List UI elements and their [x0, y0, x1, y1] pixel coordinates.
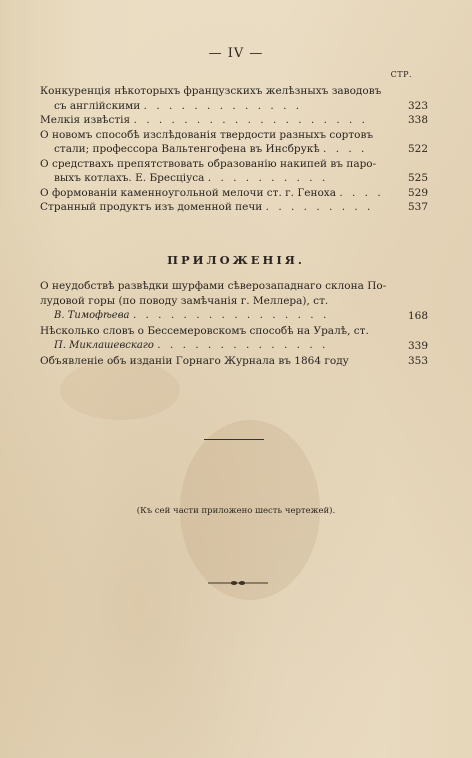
section-title: ПРИЛОЖЕНІЯ. [167, 253, 305, 267]
toc-entry: Нѣсколько словъ о Бессемеровскомъ способѣ на Уралѣ, ст. П. Миклашевскаго . . . . . . . . . . . . . . 339 [40, 324, 428, 352]
author-name: П. Миклашевскаго [54, 340, 154, 351]
leader-dots: . . . . . . . . . [265, 201, 374, 213]
author-name: В. Тимофѣева [54, 310, 130, 321]
leader-dots: . . . . . . . . . . [207, 172, 329, 184]
page-column-label: СТР. [390, 70, 412, 79]
page-header: — IV — [208, 46, 264, 61]
leader-dots: . . . . . . . . . . . . . [143, 99, 303, 112]
leader-dots: . . . . [323, 143, 368, 155]
divider-rule [204, 439, 264, 440]
toc-entry: О формованіи каменноугольной мелочи ст. г. Геноха . . . . 529 [40, 186, 428, 199]
page-number: 339 [407, 340, 428, 352]
leader-dots: . . . . . . . . . . . . . . . . [132, 309, 330, 321]
appendix-list [40, 279, 428, 368]
page-number: 353 [407, 354, 428, 367]
ornament-divider-icon [206, 578, 270, 588]
toc-entry: О неудобствѣ развѣдки шурфами сѣверозападнаго склона По- лудовой горы (по поводу замѣчанія г. Меллера), ст. В. Тимофѣева . . . . . . . . . . . . . . . . 168 [40, 280, 428, 322]
page-number: 529 [407, 186, 428, 199]
page-number: 537 [407, 201, 428, 213]
toc-entry: Объявленіе объ изданіи Горнаго Журнала въ 1864 году 353 [40, 354, 428, 367]
toc-entry: Конкуренція нѣкоторыхъ французскихъ желѣзныхъ заводовъ съ англійскими . . . . . . . . . . . . . 323 [40, 85, 428, 112]
page-number: 525 [407, 172, 428, 184]
page-number: 323 [407, 99, 428, 112]
toc-list [40, 84, 428, 215]
leader-dots: . . . . . . . . . . . . . . . . . . . [133, 114, 369, 126]
page-number: 168 [407, 310, 428, 322]
toc-entry: Странный продуктъ изъ доменной печи . . . . . . . . . 537 [40, 201, 428, 213]
leader-dots: . . . . . . . . . . . . . . [157, 339, 329, 351]
page-number: 338 [407, 114, 428, 126]
plates-note: (Къ сей части приложено шесть чертежей). [136, 506, 336, 516]
toc-entry: Мелкія извѣстія . . . . . . . . . . . . . . . . . . . 338 [40, 114, 428, 126]
leader-dots: . . . . [339, 186, 384, 199]
page-number: 522 [407, 143, 428, 155]
toc-entry: О средствахъ препятствовать образованію накипей въ паро- выхъ котлахъ. Е. Бресціуса . . . . . . . . . . 525 [40, 157, 428, 184]
toc-entry: О новомъ способѣ изслѣдованія твердости разныхъ сортовъ стали; профессора Вальтенгофена въ Инсбрукѣ . . . . 522 [40, 128, 428, 155]
